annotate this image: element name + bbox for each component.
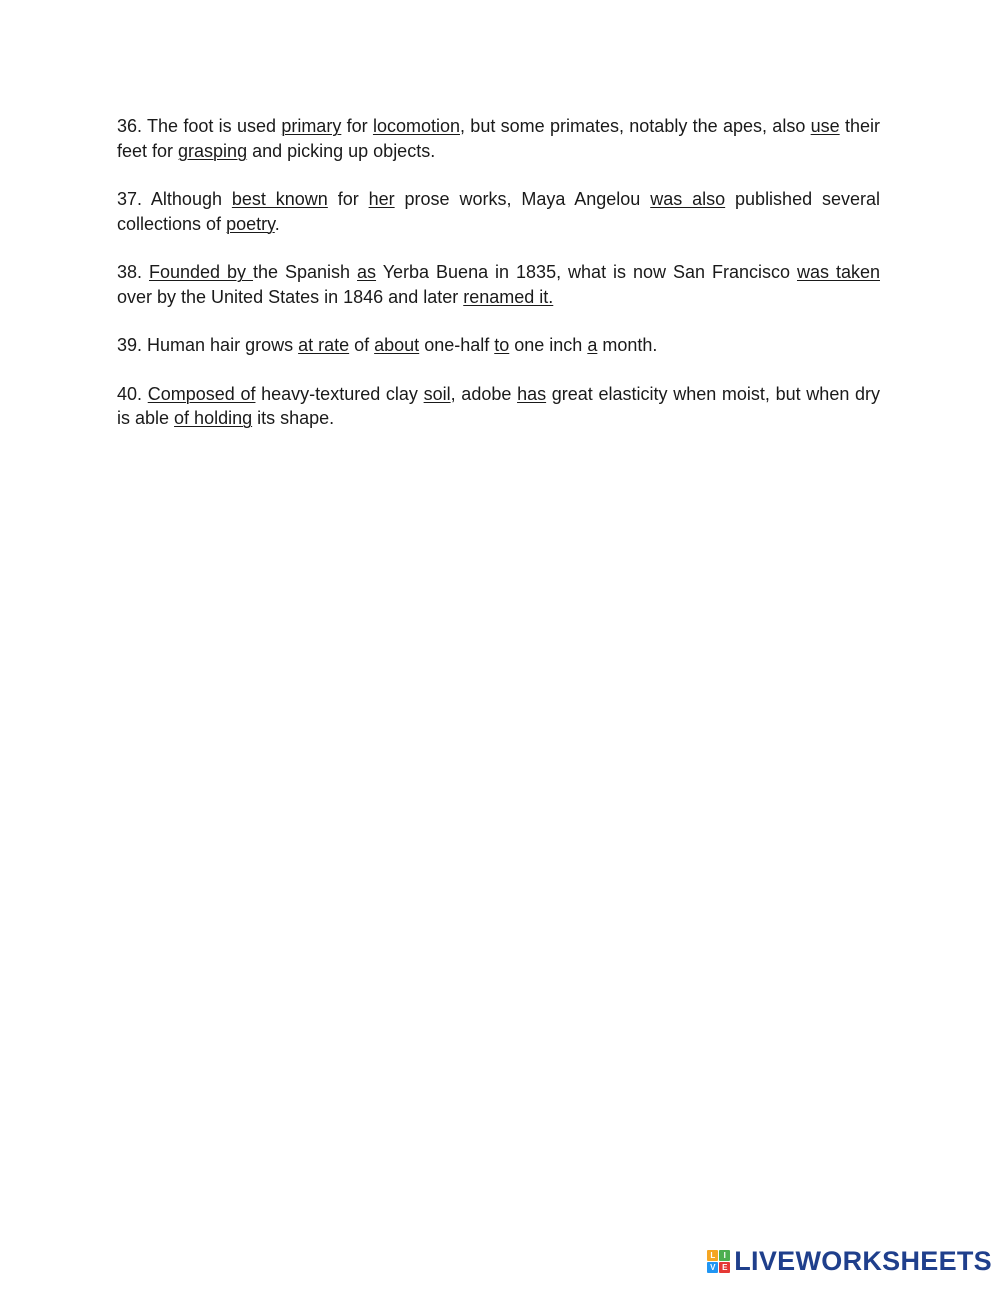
underlined-segment: best known	[231, 189, 328, 209]
text-segment: and picking up objects.	[247, 140, 436, 161]
underlined-segment: was taken	[796, 262, 880, 282]
underlined-segment: use	[810, 116, 840, 136]
text-segment: month.	[597, 335, 658, 355]
text-segment: 37. Although	[117, 189, 232, 209]
text-segment: one inch	[509, 335, 588, 355]
text-segment: over by the United States in 1846 and later	[117, 286, 464, 307]
underlined-segment: poetry	[226, 213, 275, 234]
text-segment: one-half	[419, 335, 495, 355]
question-36	[117, 114, 880, 163]
underlined-segment: to	[494, 335, 510, 355]
logo-letter-v: V	[707, 1262, 718, 1273]
text-segment: for	[327, 189, 369, 209]
question-39	[117, 333, 880, 358]
underlined-segment: of holding	[174, 408, 253, 428]
text-segment: 39. Human hair grows	[117, 335, 299, 355]
logo-letter-i: I	[719, 1250, 730, 1261]
logo-letter-e: E	[719, 1262, 730, 1273]
text-segment: heavy-textured clay	[255, 383, 424, 404]
text-segment: Yerba Buena in 1835, what is now San Francisco	[376, 262, 797, 282]
text-segment: 36. The foot is used	[117, 116, 282, 136]
underlined-segment: has	[517, 383, 547, 404]
question-list	[117, 114, 880, 455]
liveworksheets-logo	[707, 1247, 992, 1275]
text-segment: prose works, Maya Angelou	[394, 189, 651, 209]
underlined-segment: Composed of	[147, 383, 256, 404]
logo-letter-l: L	[707, 1250, 718, 1261]
text-segment: published several collections of	[117, 189, 881, 234]
underlined-segment: locomotion	[372, 116, 460, 136]
underlined-segment: at rate	[298, 335, 350, 355]
text-segment: their feet for	[117, 116, 880, 161]
text-segment: .	[274, 213, 280, 234]
underlined-segment: grasping	[178, 140, 248, 161]
underlined-segment: as	[357, 262, 377, 282]
underlined-segment: about	[374, 335, 420, 355]
underlined-segment: was also	[650, 189, 726, 209]
text-segment: the Spanish	[253, 262, 358, 282]
text-segment: 38.	[117, 262, 149, 282]
question-37	[117, 187, 880, 236]
question-38	[117, 260, 880, 309]
underlined-segment: Founded by	[149, 262, 254, 282]
live-blocks-icon	[707, 1250, 730, 1273]
text-segment: its shape.	[252, 408, 335, 428]
text-segment: for	[341, 116, 373, 136]
question-40	[117, 382, 880, 431]
text-segment: great elasticity when moist, but when dry is able	[117, 383, 881, 428]
text-segment: , adobe	[450, 383, 518, 404]
underlined-segment: primary	[281, 116, 342, 136]
underlined-segment: her	[368, 189, 395, 209]
text-segment: 40.	[117, 383, 148, 404]
text-segment: , but some primates, notably the apes, also	[460, 116, 811, 136]
underlined-segment: a	[587, 335, 598, 355]
text-segment: of	[349, 335, 375, 355]
brand-name: LIVEWORKSHEETS	[734, 1245, 992, 1276]
underlined-segment: soil	[423, 383, 451, 404]
underlined-segment: renamed it.	[463, 286, 554, 307]
